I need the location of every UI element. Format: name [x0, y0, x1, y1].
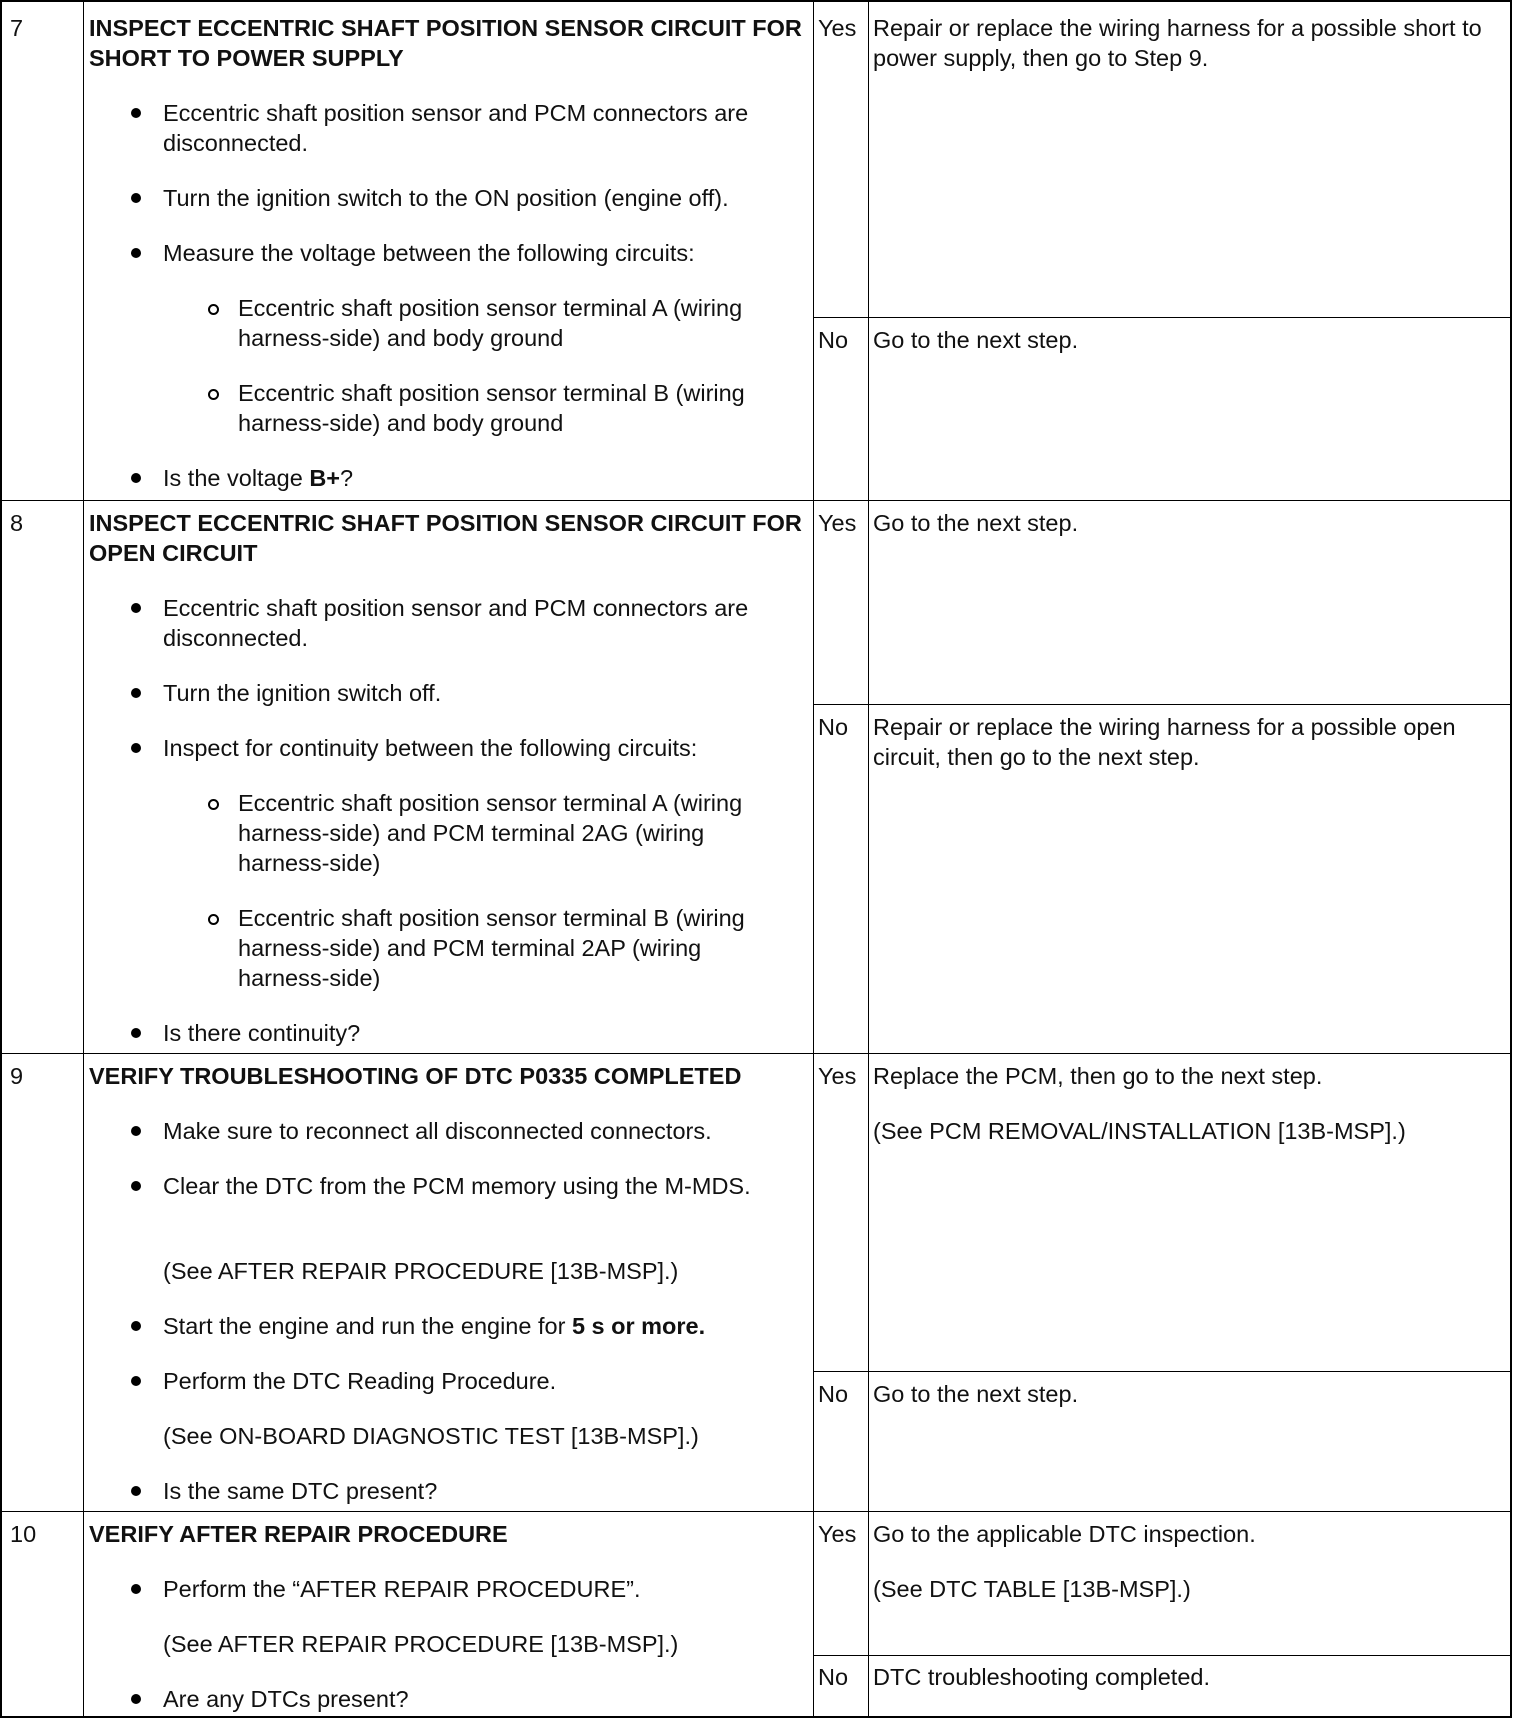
yes-action: Go to the next step.: [873, 510, 1079, 536]
no-label: No: [818, 327, 849, 353]
yes-label: Yes: [818, 1521, 857, 1547]
bullet-question: Is the same DTC present?: [163, 1476, 803, 1506]
no-action: Go to the next step.: [873, 1381, 1079, 1407]
bullet-item: Measure the voltage between the following circuits:: [163, 238, 803, 268]
yes-action: Replace the PCM, then go to the next step.: [873, 1063, 1323, 1089]
sub-bullet-item: Eccentric shaft position sensor terminal A (wiring harness-side) and PCM terminal 2AG (wiring harness-side): [238, 788, 798, 878]
yes-no-divider: [813, 1655, 1510, 1656]
yes-action: Go to the applicable DTC inspection.: [873, 1521, 1256, 1547]
yes-reference: (See PCM REMOVAL/INSTALLATION [13B-MSP].): [873, 1118, 1406, 1144]
run-text: Start the engine and run the engine for: [163, 1313, 572, 1339]
step-title: VERIFY AFTER REPAIR PROCEDURE: [89, 1521, 508, 1547]
yes-label: Yes: [818, 1063, 857, 1089]
bullet-item: Turn the ignition switch off.: [163, 678, 803, 708]
step-number: 8: [10, 510, 24, 536]
bullet-question: Are any DTCs present?: [163, 1684, 803, 1714]
bullet-item: Clear the DTC from the PCM memory using the M-MDS.: [163, 1171, 803, 1201]
yes-label: Yes: [818, 15, 857, 41]
yes-no-divider: [813, 317, 1510, 318]
reference-text: (See ON-BOARD DIAGNOSTIC TEST [13B-MSP].): [163, 1423, 699, 1449]
no-label: No: [818, 714, 849, 740]
bullet-question: [163, 463, 803, 493]
yes-no-divider: [813, 704, 1510, 705]
bullet-item: Eccentric shaft position sensor and PCM connectors are disconnected.: [163, 593, 803, 653]
row-divider: [2, 1053, 1510, 1054]
no-action: DTC troubleshooting completed.: [873, 1664, 1211, 1690]
yes-label: Yes: [818, 510, 857, 536]
bullet-item: Perform the “AFTER REPAIR PROCEDURE”.: [163, 1574, 803, 1604]
no-label: No: [818, 1381, 849, 1407]
yes-no-divider: [813, 1371, 1510, 1372]
step-number: 7: [10, 15, 24, 41]
yes-reference: (See DTC TABLE [13B-MSP].): [873, 1576, 1191, 1602]
row-divider: [2, 1511, 1510, 1512]
no-action: Repair or replace the wiring harness for a possible open circuit, then go to the next step.: [873, 714, 1456, 770]
column-divider: [868, 2, 869, 1716]
sub-bullet-item: Eccentric shaft position sensor terminal A (wiring harness-side) and body ground: [238, 293, 798, 353]
bullet-item: Inspect for continuity between the following circuits:: [163, 733, 803, 763]
bullet-item: Perform the DTC Reading Procedure.: [163, 1366, 803, 1396]
bullet-item: Make sure to reconnect all disconnected connectors.: [163, 1116, 803, 1146]
step-number: 9: [10, 1063, 24, 1089]
bullet-item: Eccentric shaft position sensor and PCM connectors are disconnected.: [163, 98, 803, 158]
run-duration: 5 s or more.: [571, 1313, 706, 1339]
no-action: Go to the next step.: [873, 327, 1079, 353]
reference-text: (See AFTER REPAIR PROCEDURE [13B-MSP].): [163, 1631, 679, 1657]
bullet-item: [163, 1311, 803, 1341]
step-title: VERIFY TROUBLESHOOTING OF DTC P0335 COMPLETED: [89, 1063, 742, 1089]
question-value: B+: [309, 465, 341, 491]
no-label: No: [818, 1664, 849, 1690]
sub-bullet-item: Eccentric shaft position sensor terminal B (wiring harness-side) and body ground: [238, 378, 798, 438]
row-divider: [2, 500, 1510, 501]
step-number: 10: [10, 1521, 37, 1547]
yes-action: Repair or replace the wiring harness for a possible short to power supply, then go to Step 9.: [873, 15, 1482, 71]
bullet-question: Is there continuity?: [163, 1018, 803, 1048]
question-text: Is the voltage: [163, 465, 310, 491]
column-divider: [83, 2, 84, 1716]
reference-text: (See AFTER REPAIR PROCEDURE [13B-MSP].): [163, 1258, 679, 1284]
question-mark: ?: [340, 465, 354, 491]
bullet-item: Turn the ignition switch to the ON position (engine off).: [163, 183, 803, 213]
sub-bullet-item: Eccentric shaft position sensor terminal B (wiring harness-side) and PCM terminal 2AP (wiring harness-side): [238, 903, 798, 993]
column-divider: [813, 2, 814, 1716]
step-title: INSPECT ECCENTRIC SHAFT POSITION SENSOR CIRCUIT FOR OPEN CIRCUIT: [89, 510, 802, 566]
step-title: INSPECT ECCENTRIC SHAFT POSITION SENSOR CIRCUIT FOR SHORT TO POWER SUPPLY: [89, 15, 802, 71]
